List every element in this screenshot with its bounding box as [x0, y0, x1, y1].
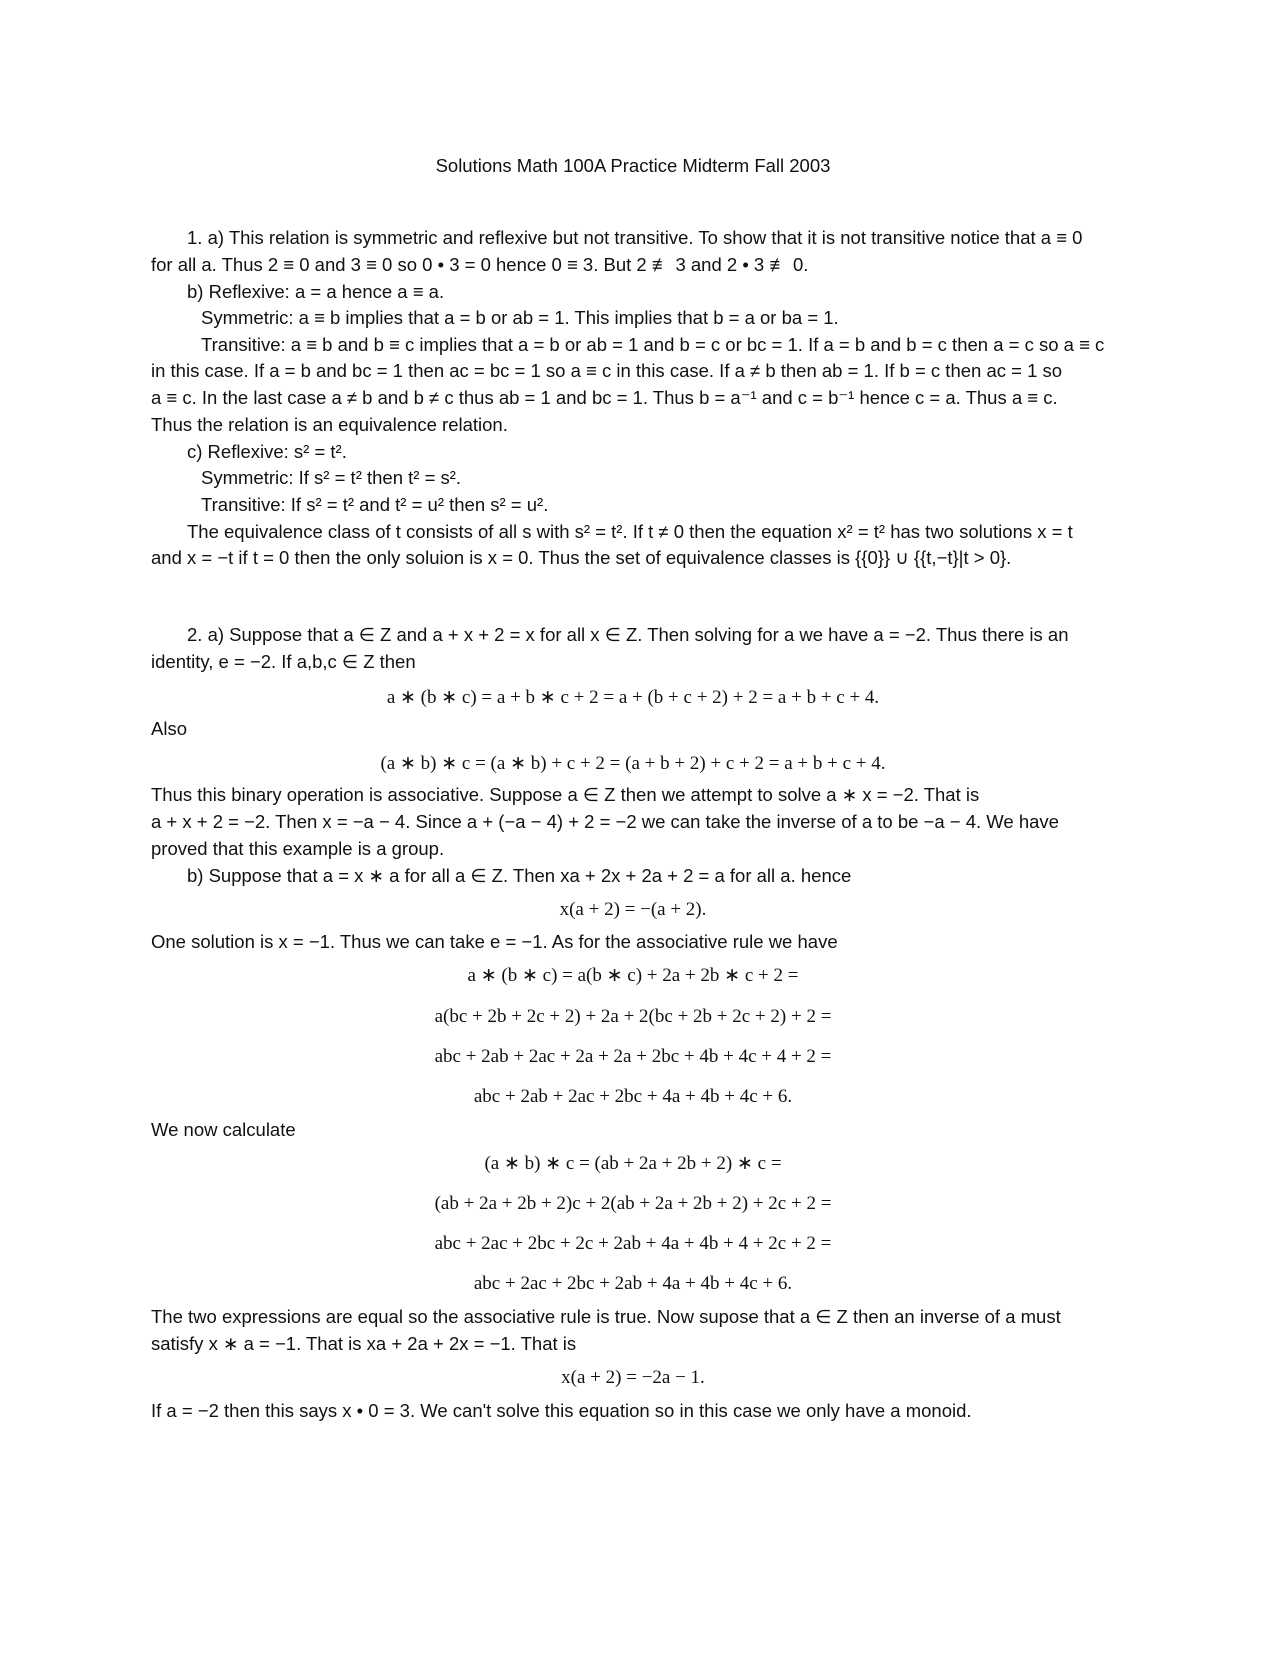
p2-equation-8: (a ∗ b) ∗ c = (ab + 2a + 2b + 2) ∗ c =: [484, 1153, 782, 1174]
page-title: Solutions Math 100A Practice Midterm Fall 2003: [435, 155, 831, 176]
p2-equation-5: a(bc + 2b + 2c + 2) + 2a + 2(bc + 2b + 2c + 2) + 2 =: [434, 1006, 832, 1027]
p2-equation-2: (a ∗ b) ∗ c = (a ∗ b) + c + 2 = (a + b + 2) + c + 2 = a + b + c + 4.: [380, 753, 886, 774]
p1-line-6: in this case. If a = b and bc = 1 then ac = bc = 1 so a ≡ c in this case. If a ≠ b then ab = 1. If b = c then ac = 1 so: [151, 360, 1063, 381]
p2-line-7: One solution is x = −1. Thus we can take e = −1. As for the associative rule we have: [151, 931, 838, 952]
p1-line-9: c) Reflexive: s² = t².: [187, 441, 347, 462]
p2-equation-10: abc + 2ac + 2bc + 2c + 2ab + 4a + 4b + 4 + 2c + 2 =: [434, 1233, 832, 1254]
p1-line-1: 1. a) This relation is symmetric and reflexive but not transitive. To show that it is not transitive notice that a ≡ 0: [187, 227, 1083, 248]
p2-line-1: 2. a) Suppose that a ∈ Z and a + x + 2 = x for all x ∈ Z. Then solving for a we have a = −2. Thus there is an: [187, 624, 1069, 645]
p1-line-8: Thus the relation is an equivalence relation.: [151, 414, 508, 435]
p2-equation-7: abc + 2ab + 2ac + 2bc + 4a + 4b + 4c + 6.: [473, 1086, 793, 1107]
p2-line-2: identity, e = −2. If a,b,c ∈ Z then: [151, 651, 416, 672]
p2-equation-6: abc + 2ab + 2ac + 2a + 2a + 2bc + 4b + 4c + 4 + 2 =: [434, 1046, 832, 1067]
p2-equation-9: (ab + 2a + 2b + 2)c + 2(ab + 2a + 2b + 2) + 2c + 2 =: [434, 1193, 832, 1214]
p2-line-4: a + x + 2 = −2. Then x = −a − 4. Since a + (−a − 4) + 2 = −2 we can take the inverse of a to be −a − 4. We have: [151, 811, 1059, 832]
p1-line-12: The equivalence class of t consists of all s with s² = t². If t ≠ 0 then the equation x² = t² has two solutions x = t: [187, 521, 1073, 542]
p2-equation-12: x(a + 2) = −2a − 1.: [561, 1367, 705, 1388]
p1-line-5: Transitive: a ≡ b and b ≡ c implies that a = b or ab = 1 and b = c or bc = 1. If a = b and b = c then a = c so a ≡ c: [201, 334, 1105, 355]
p2-equation-3: x(a + 2) = −(a + 2).: [559, 899, 707, 920]
p1-line-3: b) Reflexive: a = a hence a ≡ a.: [187, 281, 445, 302]
p2-line-5: proved that this example is a group.: [151, 838, 445, 859]
p2-line-9: The two expressions are equal so the associative rule is true. Now supose that a ∈ Z then an inverse of a must: [151, 1306, 1061, 1327]
p2-line-6: b) Suppose that a = x ∗ a for all a ∈ Z. Then xa + 2x + 2a + 2 = a for all a. hence: [187, 865, 852, 886]
p2-line-3: Thus this binary operation is associative. Suppose a ∈ Z then we attempt to solve a ∗ x = −2. That is: [151, 784, 980, 805]
p2-also: Also: [151, 718, 187, 739]
p1-line-11: Transitive: If s² = t² and t² = u² then s² = u².: [201, 494, 549, 515]
p1-line-2: for all a. Thus 2 ≡ 0 and 3 ≡ 0 so 0 • 3 = 0 hence 0 ≡ 3. But 2 ≢ 3 and 2 • 3 ≢ 0.: [151, 254, 809, 275]
p1-line-10: Symmetric: If s² = t² then t² = s².: [201, 467, 462, 488]
p2-equation-1: a ∗ (b ∗ c) = a + b ∗ c + 2 = a + (b + c + 2) + 2 = a + b + c + 4.: [386, 687, 880, 708]
p2-equation-11: abc + 2ac + 2bc + 2ab + 4a + 4b + 4c + 6.: [473, 1273, 793, 1294]
p2-line-10: satisfy x ∗ a = −1. That is xa + 2a + 2x = −1. That is: [151, 1333, 577, 1354]
p2-equation-4: a ∗ (b ∗ c) = a(b ∗ c) + 2a + 2b ∗ c + 2 =: [467, 965, 799, 986]
p1-line-4: Symmetric: a ≡ b implies that a = b or ab = 1. This implies that b = a or ba = 1.: [201, 307, 839, 328]
p2-line-8: We now calculate: [151, 1119, 296, 1140]
p2-line-11: If a = −2 then this says x • 0 = 3. We can't solve this equation so in this case we only have a monoid.: [151, 1400, 972, 1421]
p1-line-13: and x = −t if t = 0 then the only soluion is x = 0. Thus the set of equivalence classes is {{0}} ∪ {{t,−t}|t > 0}.: [151, 547, 1012, 568]
p1-line-7: a ≡ c. In the last case a ≠ b and b ≠ c thus ab = 1 and bc = 1. Thus b = a⁻¹ and c = b⁻¹ hence c = a. Thus a ≡ c.: [151, 387, 1058, 408]
